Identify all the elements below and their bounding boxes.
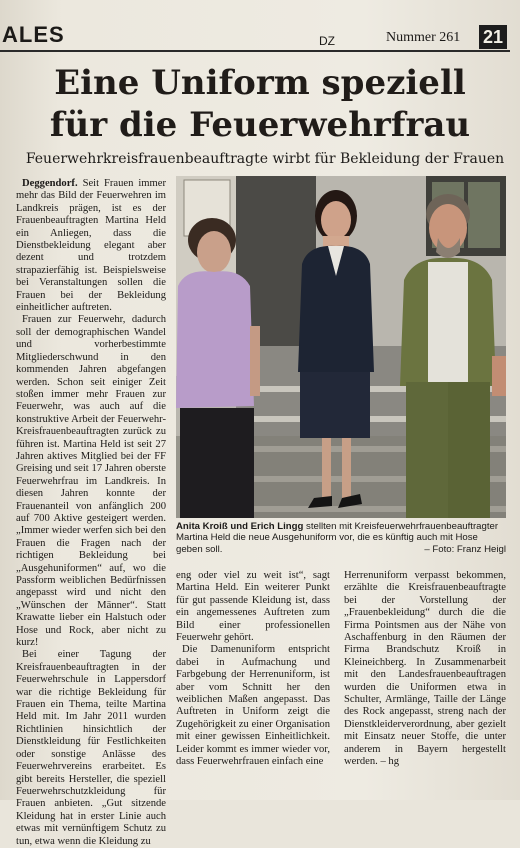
section-name: ALES bbox=[2, 22, 65, 47]
article-headline bbox=[30, 62, 490, 146]
caption-names: Anita Kroiß und Erich Lingg bbox=[176, 521, 304, 532]
caption-text: stellten mit Kreisfeuerwehrfrauenbeauftragter Martina Held die neue Ausgehuniform vor, die es künftig auch mit Hose geben soll. bbox=[176, 521, 499, 555]
photo-credit: – Foto: Franz Heigl bbox=[424, 543, 506, 555]
page-header bbox=[0, 0, 520, 50]
paper-name: DZ bbox=[319, 34, 335, 48]
text-column-3 bbox=[344, 570, 506, 769]
paragraph bbox=[16, 178, 166, 314]
photo-illustration bbox=[176, 176, 506, 518]
paragraph-text: Seit Frauen immer mehr das Bild der Feuerwehren im Landkreis prägen, ist es der Frauenbeauftragten Martina Held ein Anliegen, dass die Dienstbekleidung elegant aber dezent und trotzdem strapazierfähig ist. Beispielsweise bei Veranstaltungen sollen die Frauen bei der Bekleidung einheitlicher auftreten. bbox=[16, 178, 166, 314]
paragraph: Bei einer Tagung der Kreisfrauenbeauftragten in der Feuerwehrschule in Lappersdorf war die richtige Bekleidung für Frauen ein Thema, teilte Martina Held mit. Im Jahr 2011 wurden Richtlinien hinsichtlich der Dienstkleidung für Festlichkeiten oder sonstige Anlässe des Feuerwehrvereins erarbeitet. Es gibt bereits Hersteller, die speziell Feuerwehrschutzkleidung für Frauen anbieten. „Gut sitzende Kleidung hat in erster Linie auch etwas mit vernünftigem Schutz zu tun, etwa wenn die Kleidung zu bbox=[16, 649, 166, 847]
photo-caption bbox=[176, 521, 506, 555]
paragraph: Herrenuniform verpasst bekommen, erzählte die Kreisfrauenbeauftragte bei der Vorstellung der „Frauenbekleidung“ durch die die Firma Pointsmen aus der Nähe von Aschaffenburg in den Räumen der Firma Brandschutz Kroiß in Kleineichberg. In Zusammenarbeit mit den Landesfrauenbeauftragen wurden die Uniformen etwa in Schulter, Armlänge, Taille der Länge des Rock angepasst, streng nach der Dienstkleiderverordnung, aber gezielt mit Einsatz neuer Stoffe, die unter anderem in Bayern hergestellt werden. – hg bbox=[344, 570, 506, 768]
text-column-1 bbox=[16, 178, 166, 848]
paragraph: Die Damenuniform entspricht dabei in Aufmachung und Farbgebung der Herrenuniform, ist aber vom Schnitt her den weiblichen Maßen angepasst. Das Auftreten in Uniform zeigt die Zugehörigkeit zu einer Organisation mit einer gewissen Einheitlichkeit. Leider kommt es immer wieder vor, dass Feuerwehrfrauen einfach eine bbox=[176, 644, 330, 768]
headline-line-1: Eine Uniform speziell bbox=[54, 63, 466, 103]
issue-number: Nummer 261 bbox=[386, 30, 461, 45]
text-column-2 bbox=[176, 570, 330, 769]
paragraph: eng oder viel zu weit ist“, sagt Martina Held. Ein weiterer Punkt für gut passende Kleidung ist, dass ein angemessenes Auftreten zum Bild einer professionellen Feuerwehr gehört. bbox=[176, 570, 330, 644]
dateline: Deggendorf. bbox=[22, 178, 78, 189]
header-rule bbox=[0, 50, 510, 52]
paragraph: Frauen zur Feuerwehr, dadurch soll der demographischen Wandel und vorherbestimmte Mitgliederschwund in den kommenden Jahren abgefangen werden. Schon seit einiger Zeit stoßen immer mehr Frauen zur Feuerwehr, was auch auf die konstruktive Arbeit der Feuerwehr-Kreisfrauenbeauftragten zurück zu führen ist. Martina Held ist seit 27 Jahren aktives Mitglied bei der FF Greising und seit 17 Jahren oberste Feuerwehrfrau im Landkreis. In diesen Jahren konnte der Frauenanteil von anfänglich 200 auf 700 Aktive gesteigert werden. „Immer wieder werfen sich bei den Frauen die Fragen nach der richtigen Bekleidung bei „Ausgehuniformen“ auf, wo die Passform weiblichen Bedürfnissen angepasst wird und nicht den „Wünschen der Männer“. Statt Krawatte lieber ein Halstuch oder Hose und Rock, aber nicht zu kurz! bbox=[16, 314, 166, 649]
article-subheadline: Feuerwehrkreisfrauenbeauftragte wirbt für Bekleidung der Frauen bbox=[25, 151, 505, 167]
article-photo bbox=[176, 176, 506, 518]
headline-line-2: für die Feuerwehrfrau bbox=[49, 105, 471, 145]
page-number: 21 bbox=[479, 25, 507, 49]
